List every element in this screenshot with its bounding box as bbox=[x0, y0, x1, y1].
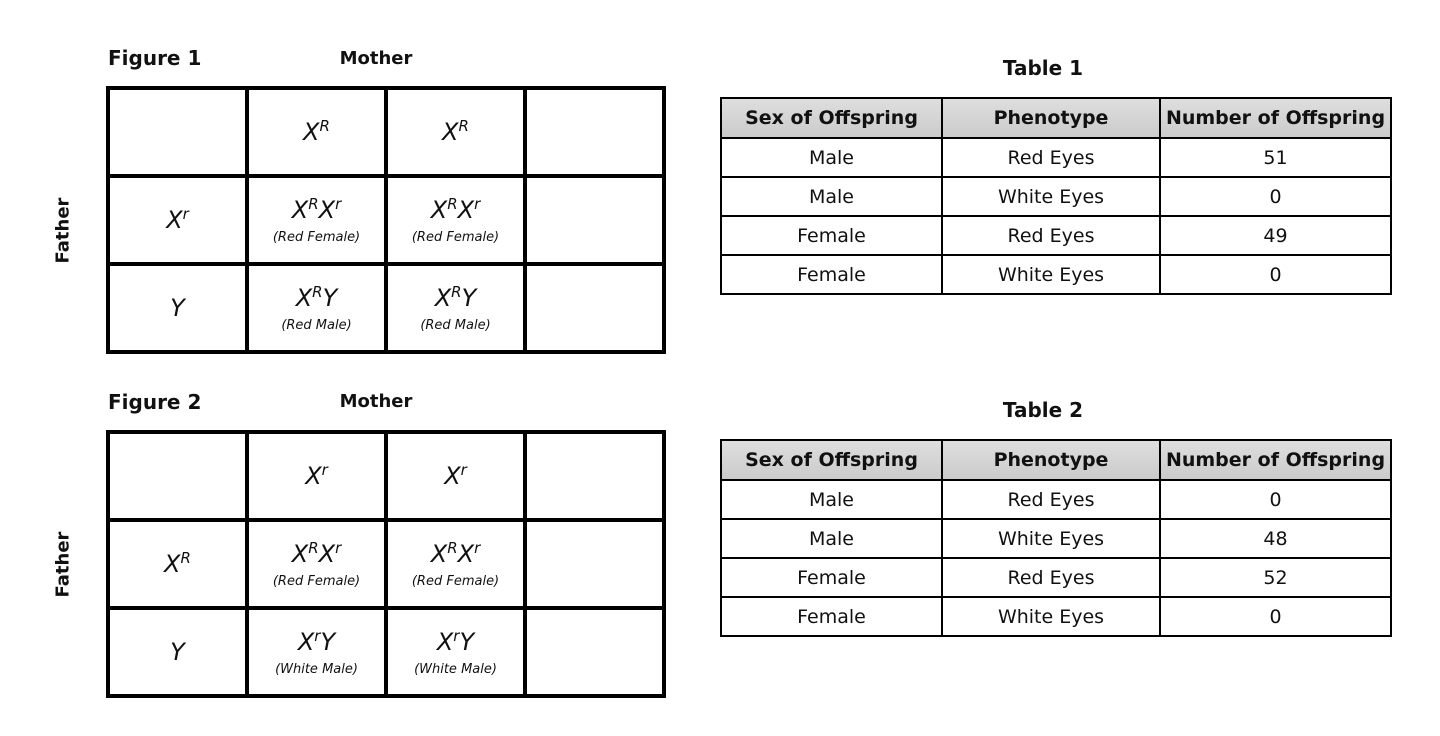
table-title: Table 1 bbox=[1002, 56, 1084, 80]
offspring-cell bbox=[386, 520, 525, 608]
header-sex: Sex of Offspring bbox=[721, 440, 942, 480]
figure-title: Figure 2 bbox=[108, 390, 202, 414]
father-label: Father bbox=[52, 531, 74, 598]
father-allele-cell bbox=[108, 520, 247, 608]
allele-superscript: r bbox=[182, 205, 189, 223]
cell-count: 49 bbox=[1160, 216, 1391, 255]
cell-count: 48 bbox=[1160, 519, 1391, 558]
table-row bbox=[721, 519, 1391, 558]
mother-allele-cell bbox=[247, 88, 386, 176]
offspring-genotype: $X^RY$ bbox=[434, 282, 477, 312]
offspring-phenotype: (Red Female) bbox=[272, 573, 361, 589]
empty-cell bbox=[525, 264, 664, 352]
offspring-cell bbox=[386, 264, 525, 352]
mother-allele-cell bbox=[386, 88, 525, 176]
cell-phenotype: Red Eyes bbox=[942, 138, 1160, 177]
offspring-cell bbox=[247, 608, 386, 696]
offspring-table bbox=[720, 439, 1392, 637]
offspring-genotype: $X^rY$ bbox=[297, 626, 336, 656]
offspring-genotype: $X^RX^r$ bbox=[430, 538, 481, 568]
cell-sex: Female bbox=[721, 558, 942, 597]
offspring-phenotype: (White Male) bbox=[275, 661, 358, 677]
table-row bbox=[721, 177, 1391, 216]
cell-phenotype: Red Eyes bbox=[942, 480, 1160, 519]
table-row bbox=[721, 138, 1391, 177]
corner-cell bbox=[108, 432, 247, 520]
offspring-genotype: $X^rY$ bbox=[436, 626, 475, 656]
table-header-row bbox=[721, 440, 1391, 480]
allele-superscript: R bbox=[180, 549, 191, 567]
offspring-phenotype: (White Male) bbox=[414, 661, 497, 677]
offspring-genotype: $X^RY$ bbox=[295, 282, 338, 312]
cell-phenotype: White Eyes bbox=[942, 519, 1160, 558]
cell-sex: Female bbox=[721, 255, 942, 294]
header-count: Number of Offspring bbox=[1160, 98, 1391, 138]
cell-phenotype: White Eyes bbox=[942, 597, 1160, 636]
mother-allele-cell bbox=[247, 432, 386, 520]
allele-base: Y bbox=[170, 294, 185, 322]
cell-count: 0 bbox=[1160, 255, 1391, 294]
allele-base: X bbox=[442, 118, 459, 146]
cell-count: 0 bbox=[1160, 480, 1391, 519]
offspring-cell bbox=[247, 176, 386, 264]
allele-superscript: r bbox=[460, 461, 467, 479]
table-row bbox=[721, 558, 1391, 597]
cell-count: 0 bbox=[1160, 597, 1391, 636]
cell-sex: Male bbox=[721, 519, 942, 558]
offspring-genotype: $X^RX^r$ bbox=[291, 538, 342, 568]
allele-superscript: R bbox=[319, 117, 330, 135]
offspring-cell bbox=[247, 264, 386, 352]
offspring-phenotype: (Red Female) bbox=[411, 229, 500, 245]
offspring-phenotype: (Red Male) bbox=[281, 317, 352, 333]
offspring-genotype: $X^RX^r$ bbox=[430, 194, 481, 224]
allele-base: X bbox=[303, 118, 320, 146]
cell-sex: Male bbox=[721, 480, 942, 519]
empty-cell bbox=[525, 88, 664, 176]
offspring-phenotype: (Red Female) bbox=[411, 573, 500, 589]
allele-base: X bbox=[166, 206, 183, 234]
header-phenotype: Phenotype bbox=[942, 440, 1160, 480]
cell-phenotype: White Eyes bbox=[942, 177, 1160, 216]
header-count: Number of Offspring bbox=[1160, 440, 1391, 480]
allele-base: X bbox=[305, 462, 322, 490]
offspring-cell bbox=[386, 176, 525, 264]
punnett-square bbox=[106, 86, 666, 354]
offspring-phenotype: (Red Female) bbox=[272, 229, 361, 245]
offspring-table bbox=[720, 97, 1392, 295]
cell-phenotype: White Eyes bbox=[942, 255, 1160, 294]
cell-count: 52 bbox=[1160, 558, 1391, 597]
header-phenotype: Phenotype bbox=[942, 98, 1160, 138]
allele-superscript: r bbox=[321, 461, 328, 479]
mother-label: Mother bbox=[339, 391, 413, 412]
offspring-cell bbox=[386, 608, 525, 696]
mother-label: Mother bbox=[339, 48, 413, 69]
father-label: Father bbox=[52, 197, 74, 264]
allele-base: X bbox=[164, 550, 181, 578]
allele-base: Y bbox=[170, 638, 185, 666]
allele-base: X bbox=[444, 462, 461, 490]
offspring-genotype: $X^RX^r$ bbox=[291, 194, 342, 224]
empty-cell bbox=[525, 176, 664, 264]
father-allele-cell bbox=[108, 608, 247, 696]
cell-count: 0 bbox=[1160, 177, 1391, 216]
empty-cell bbox=[525, 520, 664, 608]
empty-cell bbox=[525, 608, 664, 696]
table-row bbox=[721, 255, 1391, 294]
offspring-cell bbox=[247, 520, 386, 608]
punnett-square bbox=[106, 430, 666, 698]
cell-count: 51 bbox=[1160, 138, 1391, 177]
table-row bbox=[721, 216, 1391, 255]
table-row bbox=[721, 597, 1391, 636]
table-title: Table 2 bbox=[1002, 398, 1084, 422]
cell-phenotype: Red Eyes bbox=[942, 216, 1160, 255]
allele-superscript: R bbox=[458, 117, 469, 135]
table-header-row bbox=[721, 98, 1391, 138]
cell-phenotype: Red Eyes bbox=[942, 558, 1160, 597]
empty-cell bbox=[525, 432, 664, 520]
cell-sex: Male bbox=[721, 177, 942, 216]
corner-cell bbox=[108, 88, 247, 176]
cell-sex: Female bbox=[721, 597, 942, 636]
table-row bbox=[721, 480, 1391, 519]
father-allele-cell bbox=[108, 176, 247, 264]
mother-allele-cell bbox=[386, 432, 525, 520]
offspring-phenotype: (Red Male) bbox=[420, 317, 491, 333]
figure-title: Figure 1 bbox=[108, 46, 202, 70]
father-allele-cell bbox=[108, 264, 247, 352]
cell-sex: Male bbox=[721, 138, 942, 177]
cell-sex: Female bbox=[721, 216, 942, 255]
header-sex: Sex of Offspring bbox=[721, 98, 942, 138]
